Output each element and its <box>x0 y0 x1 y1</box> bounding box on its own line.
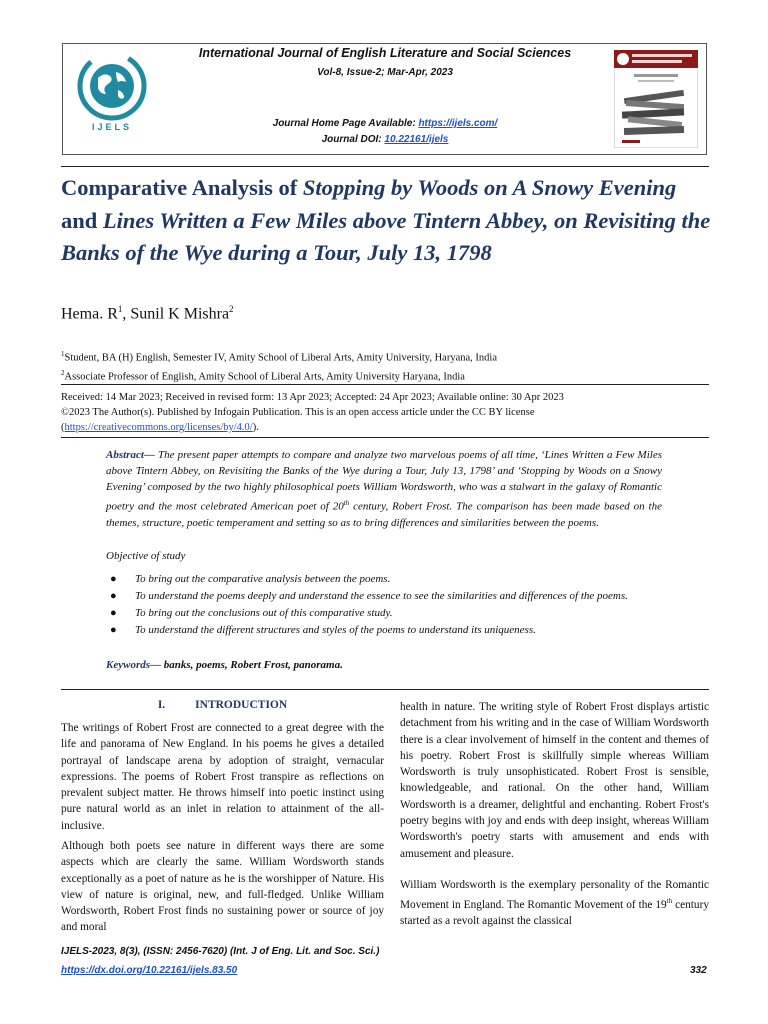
author-2: Sunil K Mishra <box>130 305 230 323</box>
paragraph: Although both poets see nature in different ways there are some aspects which are clearly the same. William Wordsworth stands exceptionally as a poet of nature as he is the worshipper of Nature. His view of nature is original, new, and full-fledged. Unlike William Wordsworth, Robert Frost finds no sustaining power or source of joy and moral <box>61 840 384 934</box>
paragraph: The writings of Robert Frost are connected to a great degree with the life and panorama of New England. In his poems he gives a detailed portrayal of landscape arena by adoption of straight, vernacular expressions. The poems of Robert Frost transpire as reflections on prevalent subject matter. He throws himself into poetic instinct using pure natural world as an inlet in relation to attainment of the all-inclusive. <box>61 722 384 832</box>
paper-title: Comparative Analysis of Stopping by Woods on A Snowy Evening and Lines Written a Few Miles above Tintern Abbey, on Revisiting the Banks of the Wye during a Tour, July 13, 1798 <box>61 175 711 265</box>
list-item: ● To bring out the comparative analysis between the poems. <box>110 573 391 585</box>
footer-doi-link[interactable]: https://dx.doi.org/10.22161/ijels.83.50 <box>61 965 238 976</box>
list-item: ● To understand the different structures and styles of the poems to understand its uniqueness. <box>110 624 536 636</box>
body-top-rule <box>61 689 709 690</box>
footer-citation: IJELS-2023, 8(3), (ISSN: 2456-7620) (Int. J of Eng. Lit. and Soc. Sci.) <box>61 946 380 957</box>
license-link[interactable]: https://creativecommons.org/licenses/by/4.0/ <box>64 422 253 433</box>
journal-doi-link[interactable]: 10.22161/ijels <box>384 134 449 145</box>
journal-home-link[interactable]: https://ijels.com/ <box>418 118 498 129</box>
abstract-top-rule <box>61 437 709 438</box>
affiliation-2: $^2$Associate Professor of English, Amity School of Liberal Arts, Amity University Haryana, India <box>61 368 465 382</box>
abstract: Abstract— The present paper attempts to compare and analyze two marvelous poems of all time, ‘Lines Written a Few Miles above Tintern Abbey, on Revisiting the Banks of the Wye during a Tour, July 13, 1798’ and ‘Stopping by Woods on a Snowy Evening’ composed by the two highly philosophical poets William Wordsworth, who was a stalwart in the galaxy of Romantic poetry and the most celebrated American poet of 20th century, Robert Frost. The comparison has been made based on the themes, structure, poetic temperament and setting so as to bring differences and similarities between the poems. <box>106 449 662 529</box>
objective-label: Objective of study <box>106 550 186 562</box>
affiliation-rule <box>61 384 709 385</box>
header-rule <box>61 166 709 167</box>
abstract-label: Abstract— <box>106 449 155 461</box>
publication-dates: Received: 14 Mar 2023; Received in revised form: 13 Apr 2023; Accepted: 24 Apr 2023; Available online: 30 Apr 2023 ©2023 The Author(s). Published by Infogain Publication. This is an open access article under the CC BY license (https://creativecommons.org/licenses/by/4.0/). <box>61 392 564 433</box>
affiliation-1: $^1$Student, BA (H) English, Semester IV, Amity School of Liberal Arts, Amity University, Haryana, India <box>61 350 497 364</box>
journal-home-line: Journal Home Page Available: https://ijels.com/ <box>272 118 498 129</box>
section-heading: I. INTRODUCTION <box>157 699 288 711</box>
journal-name: International Journal of English Literature and Social Sciences <box>198 46 572 60</box>
list-item: ● To understand the poems deeply and understand the essence to see the similarities and differences of the poems. <box>110 590 628 602</box>
objectives-list <box>106 571 662 639</box>
journal-cover-image <box>614 50 698 148</box>
list-item: ● To bring out the conclusions out of this comparative study. <box>110 607 393 619</box>
author-line: Hema. $R^1$, Sunil K Mishra$^2$ <box>61 304 234 323</box>
journal-doi-line: Journal DOI: 10.22161/ijels <box>321 134 449 145</box>
ijels-logo <box>72 50 152 132</box>
keywords: Keywords— banks, poems, Robert Frost, panorama. <box>106 659 343 671</box>
paragraph: William Wordsworth is the exemplary personality of the Romantic Movement in England. The Romantic Movement of the 19th century started as a revolt against the classical <box>400 879 709 928</box>
paragraph: health in nature. The writing style of Robert Frost displays artistic detachment from his writing and in the case of William Wordsworth there is a clear involvement of himself in the content and themes of his poetry. Robert Frost is skillfully simple whereas William Wordsworth is truly unsophisticated. Robert Frost is sensible, knowledgeable, and rational. On the other hand, William Wordsworth is a dreamer, delightful and enchanting. Robert Frost's poetry begins with joy and ends with deep insight, whereas William Wordsworth's poetry starts with amusement and ends with amusement and pleasure. <box>400 701 709 860</box>
logo-text: IJELS <box>91 122 132 132</box>
page-number: 332 <box>690 965 707 976</box>
affiliations <box>61 347 701 384</box>
author-1: Hema. R <box>61 305 118 323</box>
journal-volume: Vol-8, Issue-2; Mar-Apr, 2023 <box>317 67 453 78</box>
